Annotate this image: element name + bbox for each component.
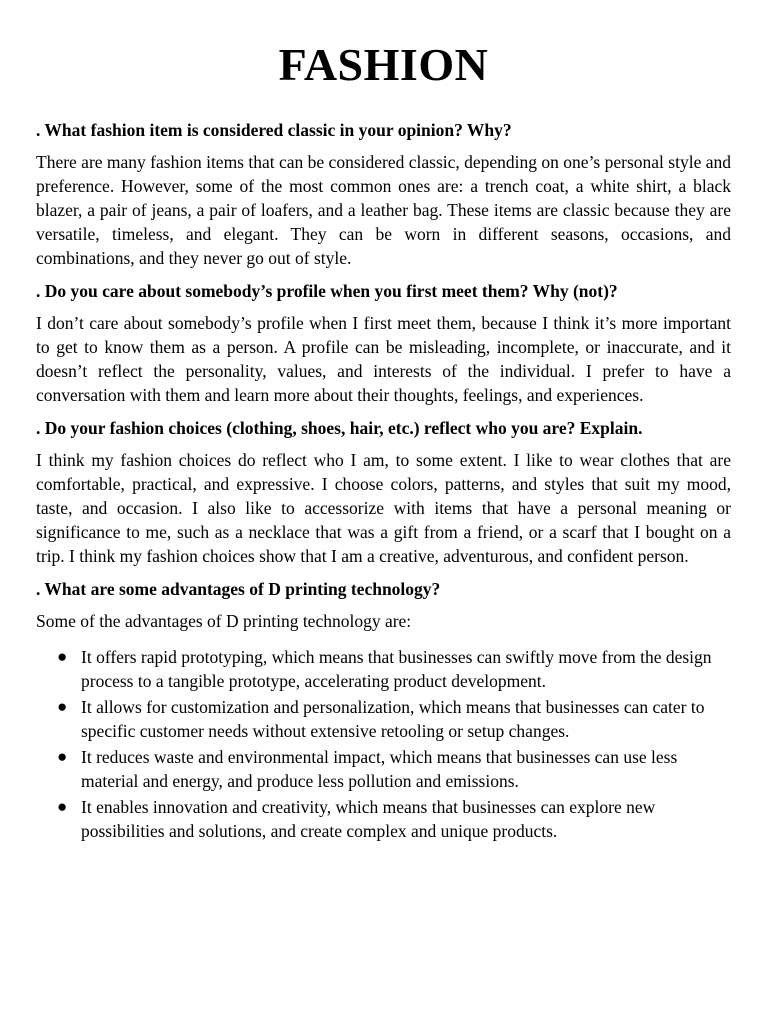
list-item-text: It reduces waste and environmental impact, which means that businesses can use less material and energy, and produce less pollution and emissions.	[81, 747, 678, 791]
qa-section-2	[36, 279, 731, 407]
list-item	[36, 795, 731, 843]
list-item-text: It offers rapid prototyping, which means that businesses can swiftly move from the design process to a tangible prototype, accelerating product development.	[81, 647, 712, 691]
bullet-icon: ●	[57, 697, 68, 716]
list-item	[36, 645, 731, 693]
bullet-icon: ●	[57, 747, 68, 766]
advantages-list	[36, 645, 731, 843]
answer-intro: Some of the advantages of D printing technology are:	[36, 611, 412, 631]
qa-section-4	[36, 577, 731, 843]
answer-paragraph: I don’t care about somebody’s profile when I first meet them, because I think it’s more important to get to know them as a person. A profile can be misleading, incomplete, or inaccurate, and it doesn’t reflect the personality, values, and interests of the individual. I prefer to have a conversation with them and learn more about their thoughts, feelings, and experiences.	[36, 313, 731, 405]
list-item-text: It enables innovation and creativity, which means that businesses can explore new possibilities and solutions, and create complex and unique products.	[81, 797, 656, 841]
question-heading: . Do you care about somebody’s profile when you first meet them? Why (not)?	[36, 281, 618, 301]
list-item-text: It allows for customization and personalization, which means that businesses can cater to specific customer needs without extensive retooling or setup changes.	[81, 697, 705, 741]
qa-section-1	[36, 118, 731, 270]
bullet-icon: ●	[57, 797, 68, 816]
answer-paragraph: There are many fashion items that can be considered classic, depending on one’s personal style and preference. However, some of the most common ones are: a trench coat, a white shirt, a black blazer, a pair of jeans, a pair of loafers, and a leather bag. These items are classic because they are versatile, timeless, and elegant. They can be worn in different seasons, occasions, and combinations, and they never go out of style.	[36, 152, 731, 268]
qa-section-3	[36, 416, 731, 568]
question-heading: . Do your fashion choices (clothing, shoes, hair, etc.) reflect who you are? Explain.	[36, 418, 643, 438]
answer-paragraph: I think my fashion choices do reflect who I am, to some extent. I like to wear clothes that are comfortable, practical, and expressive. I choose colors, patterns, and styles that suit my mood, taste, and occasion. I also like to accessorize with items that have a personal meaning or significance to me, such as a necklace that was a gift from a friend, or a scarf that I bought on a trip. I think my fashion choices show that I am a creative, adventurous, and confident person.	[36, 450, 731, 566]
list-item	[36, 695, 731, 743]
question-heading: . What fashion item is considered classic in your opinion? Why?	[36, 120, 512, 140]
document-title: FASHION	[278, 39, 489, 90]
question-heading: . What are some advantages of D printing technology?	[36, 579, 441, 599]
bullet-icon: ●	[57, 647, 68, 666]
list-item	[36, 745, 731, 793]
